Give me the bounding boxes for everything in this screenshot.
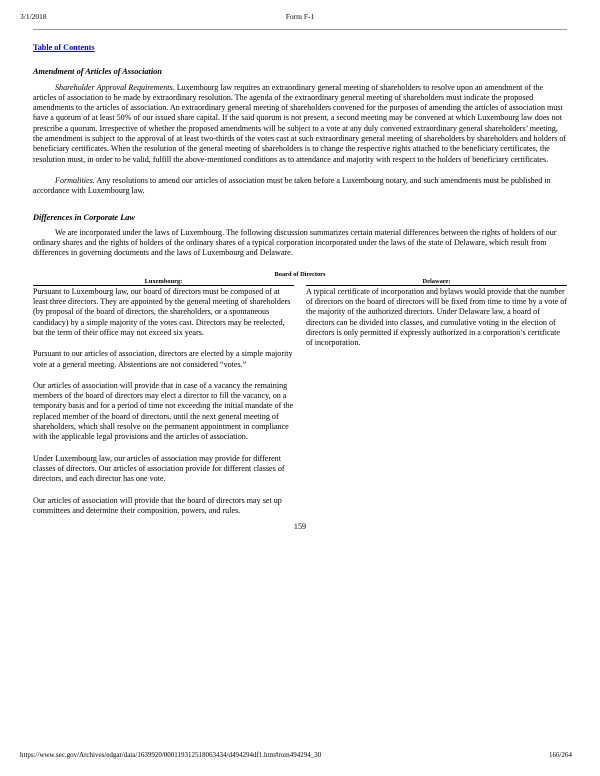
table-cell-paragraph: Pursuant to our articles of association, directors are elected by a simple majority vote at a general meeting. Abstentions are not considered “votes.” (33, 349, 293, 369)
table-cell-paragraph: Our articles of association will provide that in case of a vacancy the remaining members of the board of directors may elect a director to fill the vacancy, on a temporary basis and for a period of time not exceeding the initial mandate of the replaced member of the board of directors, until the next general meeting of shareholders, which shall resolve on the permanent appointment in compliance with the applicable legal provisions and the articles of association. (33, 380, 294, 442)
document-body (33, 43, 567, 532)
section-heading-amendment: Amendment of Articles of Association (33, 67, 162, 77)
print-date: 3/1/2018 (20, 12, 47, 21)
comparison-table (33, 278, 567, 516)
column-luxembourg (33, 278, 294, 516)
print-title: Form F-1 (285, 12, 315, 21)
paragraph-differences-intro: We are incorporated under the laws of Luxembourg. The following discussion summarizes certain material differences between the rights of holders of our ordinary shares and the rights of holders of the ordinary shares of a typical corporation incorporated under the laws of the state of Delaware, which result from differences in governing documents and the laws of Luxembourg and Delaware. (33, 227, 557, 258)
header-divider (33, 29, 567, 30)
column-header-delaware: Delaware: (306, 278, 567, 286)
table-of-contents-link[interactable]: Table of Contents (33, 43, 95, 52)
table-cell-paragraph: A typical certificate of incorporation and bylaws would provide that the number of directors on the board of directors will be fixed from time to time by a vote of the majority of the authorized directors. Under Delaware law, a board of directors can be divided into classes, and cumulative voting in the election of directors is only permitted if expressly authorized in a corporation’s certificate of incorporation. (306, 286, 567, 348)
page-number: 159 (293, 522, 307, 532)
paragraph-lead: Shareholder Approval Requirements. (55, 82, 175, 92)
paragraph-shareholder-approval: Shareholder Approval Requirements. Luxembourg law requires an extraordinary general meeting of shareholders to resolve upon an amendment of the articles of association to be made by extraordinary resolution. The agenda of the extraordinary general meeting of shareholders must indicate the proposed amendments to the articles of association. An extraordinary general meeting of shareholders convened for the purposes of amending the articles of association must have a quorum of at least 50% of our issued share capital. If the said quorum is not present, a second meeting may be convened at which Luxembourg law does not prescribe a quorum. Irrespective of whether the proposed amendments will be subject to a vote at any duly convened extraordinary general shareholders’ meeting, the amendment is subject to the approval of at least two-thirds of the votes cast at such extraordinary general meeting of shareholders by shareholders and holders of beneficiary certificates. When the resolution of the general meeting of shareholders is to change the respective rights attached to the beneficiary certificates, the resolution must, in order to be valid, fulfill the above-mentioned conditions as to attendance and majority with respect to the holders of beneficiary certificates. (33, 82, 567, 164)
paragraph-lead: Formalities. (55, 175, 95, 185)
table-cell-paragraph: Pursuant to Luxembourg law, our board of directors must be composed of at least three directors. They are appointed by the general meeting of shareholders (by proposal of the board of directors, the shareholders, or a spontaneous candidacy) by a simple majority of the votes cast. Directors may be reelected, but the term of their office may not exceed six years. (33, 286, 291, 337)
footer-url: https://www.sec.gov/Archives/edgar/data/1639920/000119312518063434/d494294df1.htm#rom494294_30 (20, 751, 322, 759)
table-cell-paragraph: Our articles of association will provide that the board of directors may set up committees and determine their composition, powers, and rules. (33, 495, 282, 515)
column-header-luxembourg: Luxembourg: (33, 278, 294, 286)
table-title: Board of Directors (274, 270, 326, 278)
section-heading-differences: Differences in Corporate Law (33, 212, 135, 222)
footer-page-count: 166/264 (549, 751, 572, 759)
table-cell-paragraph: Under Luxembourg law, our articles of association may provide for different classes of directors. Our articles of association provide for different classes of directors, and each director has one vote. (33, 453, 285, 484)
paragraph-formalities: Formalities. Any resolutions to amend our articles of association must be taken before a Luxembourg notary, and such amendments must be published in accordance with Luxembourg law. (33, 175, 551, 196)
column-delaware (306, 278, 567, 516)
